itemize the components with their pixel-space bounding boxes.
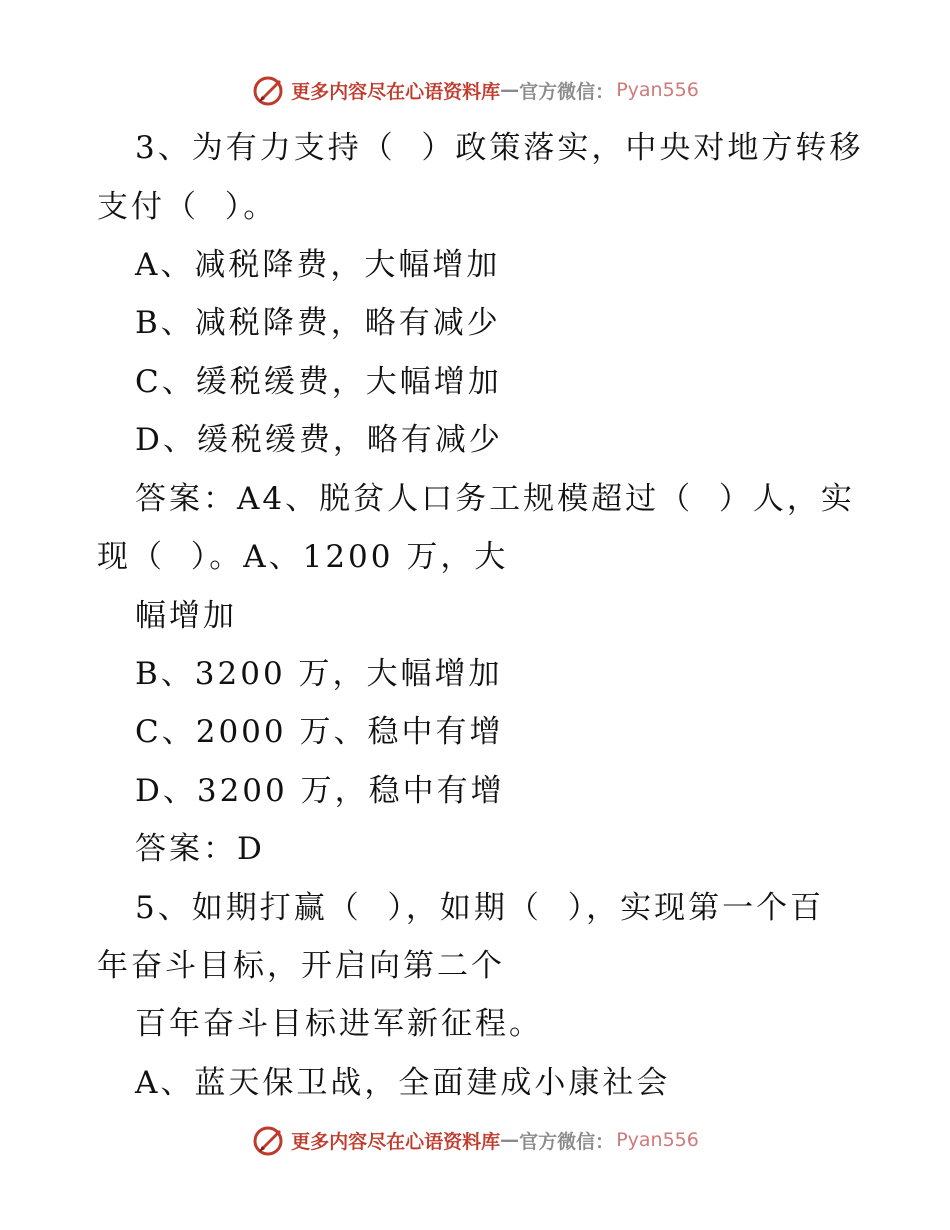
question-5-line-3: 百年奋斗目标进军新征程。	[135, 1006, 543, 1042]
banner-main-text: 更多内容尽在心语资料库	[291, 80, 501, 103]
banner-wechat-label: 官方微信：	[519, 80, 615, 103]
option-5a: A、蓝天保卫战，全面建成小康社会	[135, 1065, 671, 1101]
banner-separator: —	[500, 79, 520, 101]
option-4c: C、2000 万、稳中有增	[135, 714, 504, 750]
question-5-line-1: 5、如期打赢（ ），如期（ ），实现第一个百	[135, 890, 825, 926]
banner-wechat-id: Pyan556	[616, 1129, 699, 1151]
option-3b: B、减税降费，略有减少	[135, 305, 501, 341]
answer-4: 答案：D	[135, 831, 265, 867]
banner-wechat-label: 官方微信：	[519, 1130, 615, 1153]
answer-3-question-4-line-1: 答案：A4、脱贫人口务工规模超过（ ）人，实	[135, 481, 855, 517]
banner-wechat-id: Pyan556	[616, 79, 699, 101]
option-3d: D、缓税缓费，略有减少	[135, 422, 503, 458]
pen-logo-icon	[251, 1122, 287, 1158]
option-4b: B、3200 万，大幅增加	[135, 656, 503, 692]
question-4-line-2: 现（ ）。A、1200 万，大	[97, 539, 509, 575]
pen-logo-icon	[251, 72, 287, 108]
option-3a: A、减税降费，大幅增加	[135, 247, 501, 283]
footer-banner	[0, 1120, 950, 1160]
banner-main-text: 更多内容尽在心语资料库	[291, 1130, 501, 1153]
option-4d: D、3200 万，稳中有增	[135, 773, 505, 809]
question-3-line-2: 支付（ ）。	[97, 189, 278, 225]
header-banner	[0, 70, 950, 110]
question-5-line-2: 年奋斗目标，开启向第二个	[97, 948, 505, 984]
question-4-line-3: 幅增加	[135, 598, 237, 634]
option-3c: C、缓税缓费，大幅增加	[135, 364, 502, 400]
banner-separator: —	[500, 1129, 520, 1151]
question-3-line-1: 3、为有力支持（ ）政策落实，中央对地方转移	[135, 130, 864, 166]
